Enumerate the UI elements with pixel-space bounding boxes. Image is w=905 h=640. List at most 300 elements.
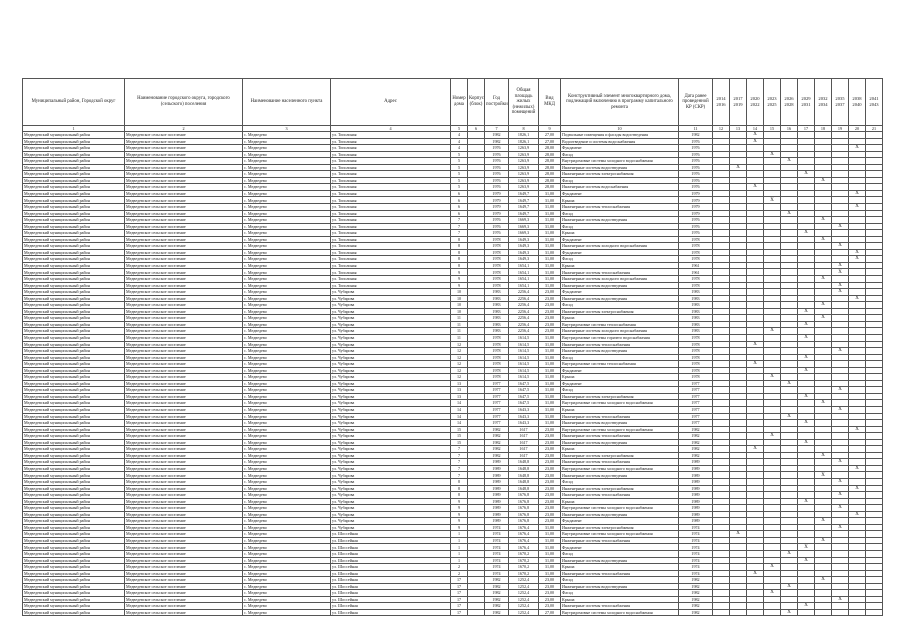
build-year-cell: 1982 — [485, 446, 509, 453]
district-cell: Медведевский муниципальный район — [23, 433, 125, 440]
last-repair-date-cell: 1978 — [679, 361, 713, 368]
build-year-cell: 1978 — [485, 341, 509, 348]
town-cell: с. Медведево — [243, 177, 331, 184]
period-cell-19 — [832, 609, 849, 616]
district-cell: Медведевский муниципальный район — [23, 446, 125, 453]
district-cell: Медведевский муниципальный район — [23, 361, 125, 368]
column-number-12: 12 — [713, 126, 730, 132]
house-number-cell: 1 — [451, 531, 468, 538]
area-cell: 1669,3 — [509, 230, 539, 237]
building-type-cell: 31,00 — [539, 387, 561, 394]
building-type-cell: 28,00 — [539, 184, 561, 191]
street-cell: ул. Тополиная — [331, 210, 451, 217]
street-cell: ул. Шоссейная — [331, 603, 451, 610]
town-cell: с. Медведево — [243, 334, 331, 341]
element-cell: Инженерные системы водоотведения — [561, 295, 679, 302]
element-cell: Крыша — [561, 374, 679, 381]
column-header-21: 2041 2043 — [866, 79, 883, 126]
build-year-cell: 1974 — [485, 551, 509, 558]
building-type-cell: 31,00 — [539, 380, 561, 387]
street-cell: ул. Тополиная — [331, 204, 451, 211]
settlement-cell: Медведевское сельское поселение — [125, 276, 243, 283]
build-year-cell: 1982 — [485, 138, 509, 145]
period-cell-15: X — [764, 328, 781, 335]
period-cell-19: X — [832, 478, 849, 485]
town-cell: с. Медведево — [243, 361, 331, 368]
period-cell-17: X — [798, 230, 815, 237]
building-type-cell: 28,00 — [539, 158, 561, 165]
area-cell: 1648,8 — [509, 478, 539, 485]
building-type-cell: 23,00 — [539, 505, 561, 512]
town-cell: с. Медведево — [243, 551, 331, 558]
element-cell: Фасад — [561, 210, 679, 217]
house-number-cell: 12 — [451, 354, 468, 361]
building-type-cell: 23,00 — [539, 321, 561, 328]
house-number-cell: 11 — [451, 328, 468, 335]
district-cell: Медведевский муниципальный район — [23, 420, 125, 427]
area-cell: 1676,8 — [509, 511, 539, 518]
last-repair-date-cell: 1976 — [679, 223, 713, 230]
house-number-cell: 9 — [451, 524, 468, 531]
district-cell: Медведевский муниципальный район — [23, 406, 125, 413]
build-year-cell: 1989 — [485, 492, 509, 499]
street-cell: ул. Чубарова — [331, 302, 451, 309]
settlement-cell: Медведевское сельское поселение — [125, 596, 243, 603]
settlement-cell: Медведевское сельское поселение — [125, 308, 243, 315]
period-cell-20: X — [849, 249, 866, 256]
column-header-18: 2032 2034 — [815, 79, 832, 126]
building-type-cell: 23,00 — [539, 498, 561, 505]
district-cell: Медведевский муниципальный район — [23, 315, 125, 322]
building-type-cell: 27,00 — [539, 609, 561, 616]
house-number-cell: 9 — [451, 269, 468, 276]
element-cell: Фундамент — [561, 518, 679, 525]
settlement-cell: Медведевское сельское поселение — [125, 603, 243, 610]
build-year-cell: 1974 — [485, 531, 509, 538]
settlement-cell: Медведевское сельское поселение — [125, 184, 243, 191]
last-repair-date-cell: 1978 — [679, 334, 713, 341]
period-cell-16: X — [781, 583, 798, 590]
element-cell: Инженерные системы водоотведения — [561, 511, 679, 518]
street-cell: ул. Шоссейная — [331, 609, 451, 616]
area-cell: 1614,5 — [509, 341, 539, 348]
town-cell: с. Медведево — [243, 603, 331, 610]
element-cell: Внутридомовые системы холодного водоснабжения — [561, 158, 679, 165]
house-number-cell: 5 — [451, 171, 468, 178]
element-cell: Инженерные системы теплоснабжения — [561, 433, 679, 440]
building-type-cell: 31,00 — [539, 400, 561, 407]
last-repair-date-cell: 1983 — [679, 321, 713, 328]
build-year-cell: 1978 — [485, 262, 509, 269]
house-number-cell: 6 — [451, 197, 468, 204]
build-year-cell: 1977 — [485, 387, 509, 394]
column-number-13: 13 — [730, 126, 747, 132]
last-repair-date-cell: 1983 — [679, 308, 713, 315]
building-type-cell: 23,00 — [539, 328, 561, 335]
building-type-cell: 23,00 — [539, 289, 561, 296]
district-cell: Медведевский муниципальный район — [23, 511, 125, 518]
settlement-cell: Медведевское сельское поселение — [125, 531, 243, 538]
town-cell: с. Медведево — [243, 426, 331, 433]
house-number-cell: 7 — [451, 465, 468, 472]
building-type-cell: 27,00 — [539, 138, 561, 145]
district-cell: Медведевский муниципальный район — [23, 400, 125, 407]
street-cell: ул. Чубарова — [331, 315, 451, 322]
settlement-cell: Медведевское сельское поселение — [125, 492, 243, 499]
district-cell: Медведевский муниципальный район — [23, 603, 125, 610]
period-cell-17: X — [798, 321, 815, 328]
element-cell: Внутридомовые системы холодного водоснабжения — [561, 465, 679, 472]
settlement-cell: Медведевское сельское поселение — [125, 374, 243, 381]
last-repair-date-cell: 1974 — [679, 531, 713, 538]
house-number-cell: 17 — [451, 583, 468, 590]
street-cell: ул. Тополиная — [331, 230, 451, 237]
last-repair-date-cell: 1977 — [679, 420, 713, 427]
house-number-cell: 15 — [451, 426, 468, 433]
street-cell: ул. Чубарова — [331, 511, 451, 518]
district-cell: Медведевский муниципальный район — [23, 164, 125, 171]
element-cell: Фундамент — [561, 190, 679, 197]
house-number-cell: 7 — [451, 472, 468, 479]
area-cell: 1649,3 — [509, 249, 539, 256]
settlement-cell: Медведевское сельское поселение — [125, 505, 243, 512]
house-number-cell: 8 — [451, 262, 468, 269]
house-number-cell: 8 — [451, 236, 468, 243]
period-cell-18 — [815, 609, 832, 616]
settlement-cell: Медведевское сельское поселение — [125, 334, 243, 341]
building-type-cell: 31,00 — [539, 531, 561, 538]
period-cell-17: X — [798, 498, 815, 505]
district-cell: Медведевский муниципальный район — [23, 348, 125, 355]
settlement-cell: Медведевское сельское поселение — [125, 518, 243, 525]
area-cell: 1252,4 — [509, 583, 539, 590]
period-cell-20: X — [849, 295, 866, 302]
town-cell: с. Медведево — [243, 557, 331, 564]
house-number-cell: 11 — [451, 315, 468, 322]
period-cell-17: X — [798, 544, 815, 551]
house-number-cell: 15 — [451, 433, 468, 440]
area-cell: 1643,3 — [509, 413, 539, 420]
area-cell: 1649,3 — [509, 236, 539, 243]
area-cell: 1252,4 — [509, 603, 539, 610]
period-cell-20: X — [849, 485, 866, 492]
district-cell: Медведевский муниципальный район — [23, 459, 125, 466]
build-year-cell: 1976 — [485, 145, 509, 152]
build-year-cell: 1989 — [485, 478, 509, 485]
district-cell: Медведевский муниципальный район — [23, 387, 125, 394]
build-year-cell: 1978 — [485, 269, 509, 276]
area-cell: 1654,1 — [509, 276, 539, 283]
building-type-cell: 31,00 — [539, 557, 561, 564]
build-year-cell: 1982 — [485, 603, 509, 610]
house-number-cell: 9 — [451, 498, 468, 505]
district-cell: Медведевский муниципальный район — [23, 282, 125, 289]
building-type-cell: 23,00 — [539, 302, 561, 309]
build-year-cell: 1982 — [485, 577, 509, 584]
street-cell: ул. Чубарова — [331, 348, 451, 355]
street-cell: ул. Чубарова — [331, 492, 451, 499]
last-repair-date-cell: 1978 — [679, 236, 713, 243]
last-repair-date-cell: 1977 — [679, 406, 713, 413]
building-type-cell: 23,00 — [539, 485, 561, 492]
district-cell: Медведевский муниципальный район — [23, 302, 125, 309]
last-repair-date-cell: 1977 — [679, 393, 713, 400]
last-repair-date-cell: 1978 — [679, 341, 713, 348]
town-cell: с. Медведево — [243, 302, 331, 309]
column-number-19: 19 — [832, 126, 849, 132]
build-year-cell: 1978 — [485, 243, 509, 250]
house-number-cell: 14 — [451, 420, 468, 427]
settlement-cell: Медведевское сельское поселение — [125, 177, 243, 184]
period-cell-20: X — [849, 465, 866, 472]
element-cell: Внутридомовые системы холодного водоснабжения — [561, 505, 679, 512]
town-cell: с. Медведево — [243, 151, 331, 158]
street-cell: ул. Тополиная — [331, 217, 451, 224]
street-cell: ул. Чубарова — [331, 308, 451, 315]
building-type-cell: 23,00 — [539, 478, 561, 485]
settlement-cell: Медведевское сельское поселение — [125, 472, 243, 479]
build-year-cell: 1979 — [485, 210, 509, 217]
town-cell: с. Медведево — [243, 374, 331, 381]
house-number-cell: 12 — [451, 374, 468, 381]
column-number-5: 5 — [451, 126, 468, 132]
settlement-cell: Медведевское сельское поселение — [125, 210, 243, 217]
house-number-cell: 2 — [451, 564, 468, 571]
street-cell: ул. Шоссейная — [331, 577, 451, 584]
district-cell: Медведевский муниципальный район — [23, 289, 125, 296]
district-cell: Медведевский муниципальный район — [23, 308, 125, 315]
area-cell: 1263,9 — [509, 158, 539, 165]
street-cell: ул. Чубарова — [331, 387, 451, 394]
column-header-12: 2014 2016 — [713, 79, 730, 126]
element-cell: Инженерные системы холодного водоснабжения — [561, 276, 679, 283]
element-cell: Внутридомовые системы горячего водоснабжения — [561, 334, 679, 341]
column-header-9: Вид МКД — [539, 79, 561, 126]
district-cell: Медведевский муниципальный район — [23, 132, 125, 139]
column-number-15: 15 — [764, 126, 781, 132]
street-cell: ул. Чубарова — [331, 380, 451, 387]
period-cell-17: X — [798, 557, 815, 564]
street-cell: ул. Тополиная — [331, 243, 451, 250]
street-cell: ул. Чубарова — [331, 498, 451, 505]
house-number-cell: 17 — [451, 609, 468, 616]
area-cell: 1826,1 — [509, 138, 539, 145]
period-cell-13 — [730, 609, 747, 616]
area-cell: 1614,5 — [509, 367, 539, 374]
element-cell: Крыша — [561, 596, 679, 603]
town-cell: с. Медведево — [243, 472, 331, 479]
area-cell: 1647,5 — [509, 380, 539, 387]
period-cell-19: X — [832, 459, 849, 466]
last-repair-date-cell: 1978 — [679, 367, 713, 374]
area-cell: 1263,9 — [509, 177, 539, 184]
street-cell: ул. Тополиная — [331, 164, 451, 171]
town-cell: с. Медведево — [243, 537, 331, 544]
building-type-cell: 31,00 — [539, 354, 561, 361]
last-repair-date-cell: 1976 — [679, 164, 713, 171]
period-cell-20: X — [849, 145, 866, 152]
last-repair-date-cell: 1982 — [679, 433, 713, 440]
last-repair-date-cell: 1976 — [679, 151, 713, 158]
column-number-17: 17 — [798, 126, 815, 132]
district-cell: Медведевский муниципальный район — [23, 452, 125, 459]
column-number-18: 18 — [815, 126, 832, 132]
settlement-cell: Медведевское сельское поселение — [125, 609, 243, 616]
column-header-5: Номер дома — [451, 79, 468, 126]
street-cell: ул. Тополиная — [331, 138, 451, 145]
area-cell: 1676,4 — [509, 524, 539, 531]
build-year-cell: 1983 — [485, 308, 509, 315]
area-cell: 1649,7 — [509, 190, 539, 197]
column-number-10: 10 — [561, 126, 679, 132]
element-cell: Инженерные системы водоотведения — [561, 439, 679, 446]
column-header-4: Адрес — [331, 79, 451, 126]
last-repair-date-cell: 1982 — [679, 590, 713, 597]
period-cell-18: X — [815, 302, 832, 309]
street-cell: ул. Тополиная — [331, 197, 451, 204]
column-header-16: 2026 2028 — [781, 79, 798, 126]
build-year-cell: 1977 — [485, 400, 509, 407]
district-cell: Медведевский муниципальный район — [23, 393, 125, 400]
element-cell: Фасад — [561, 256, 679, 263]
house-number-cell: 10 — [451, 302, 468, 309]
last-repair-date-cell: 1974 — [679, 551, 713, 558]
settlement-cell: Медведевское сельское поселение — [125, 524, 243, 531]
element-cell: Инженерные системы водоотведения — [561, 282, 679, 289]
column-header-10: Конструктивный элемент многоквартирного дома, подлежащий включению в программу капитального ремонта — [561, 79, 679, 126]
last-repair-date-cell: 1982 — [679, 577, 713, 584]
district-cell: Медведевский муниципальный район — [23, 210, 125, 217]
building-type-cell: 23,00 — [539, 315, 561, 322]
house-number-cell: 9 — [451, 511, 468, 518]
build-year-cell: 1976 — [485, 184, 509, 191]
house-number-cell: 1 — [451, 551, 468, 558]
build-year-cell: 1974 — [485, 557, 509, 564]
town-cell: с. Медведево — [243, 570, 331, 577]
house-number-cell: 10 — [451, 289, 468, 296]
house-number-cell: 1 — [451, 537, 468, 544]
last-repair-date-cell: 1989 — [679, 518, 713, 525]
settlement-cell: Медведевское сельское поселение — [125, 197, 243, 204]
period-cell-16: X — [781, 609, 798, 616]
area-cell: 1676,8 — [509, 518, 539, 525]
settlement-cell: Медведевское сельское поселение — [125, 164, 243, 171]
settlement-cell: Медведевское сельское поселение — [125, 295, 243, 302]
house-number-cell: 8 — [451, 492, 468, 499]
street-cell: ул. Тополиная — [331, 177, 451, 184]
building-type-cell: 23,00 — [539, 492, 561, 499]
period-cell-14: X — [747, 570, 764, 577]
street-cell: ул. Тополиная — [331, 236, 451, 243]
street-cell: ул. Чубарова — [331, 420, 451, 427]
period-cell-18: X — [815, 217, 832, 224]
area-cell: 1643,3 — [509, 420, 539, 427]
last-repair-date-cell: 1976 — [679, 177, 713, 184]
period-cell-14: X — [747, 341, 764, 348]
build-year-cell: 1974 — [485, 537, 509, 544]
town-cell: с. Медведево — [243, 452, 331, 459]
build-year-cell: 1976 — [485, 223, 509, 230]
build-year-cell: 1976 — [485, 158, 509, 165]
period-cell-21 — [866, 609, 883, 616]
town-cell: с. Медведево — [243, 223, 331, 230]
town-cell: с. Медведево — [243, 256, 331, 263]
element-cell: Инженерные системы электроснабжения — [561, 524, 679, 531]
street-cell: ул. Шоссейная — [331, 564, 451, 571]
town-cell: с. Медведево — [243, 380, 331, 387]
town-cell: с. Медведево — [243, 210, 331, 217]
settlement-cell: Медведевское сельское поселение — [125, 426, 243, 433]
column-number-14: 14 — [747, 126, 764, 132]
district-cell: Медведевский муниципальный район — [23, 478, 125, 485]
area-cell: 1648,8 — [509, 472, 539, 479]
town-cell: с. Медведево — [243, 439, 331, 446]
last-repair-date-cell: 1961 — [679, 262, 713, 269]
build-year-cell: 1978 — [485, 282, 509, 289]
town-cell: с. Медведево — [243, 321, 331, 328]
area-cell: 1617 — [509, 426, 539, 433]
settlement-cell: Медведевское сельское поселение — [125, 433, 243, 440]
district-cell: Медведевский муниципальный район — [23, 472, 125, 479]
house-number-cell: 8 — [451, 485, 468, 492]
element-cell: Фасад — [561, 302, 679, 309]
district-cell: Медведевский муниципальный район — [23, 596, 125, 603]
town-cell: с. Медведево — [243, 577, 331, 584]
district-cell: Медведевский муниципальный район — [23, 564, 125, 571]
element-cell: Инженерные системы теплоснабжения — [561, 603, 679, 610]
column-number-6: 6 — [468, 126, 485, 132]
town-cell: с. Медведево — [243, 328, 331, 335]
area-cell: 2256,4 — [509, 328, 539, 335]
build-year-cell: 1982 — [485, 433, 509, 440]
town-cell: с. Медведево — [243, 236, 331, 243]
settlement-cell: Медведевское сельское поселение — [125, 551, 243, 558]
element-cell: Инженерные системы водоотведения — [561, 472, 679, 479]
house-number-cell: 4 — [451, 145, 468, 152]
settlement-cell: Медведевское сельское поселение — [125, 537, 243, 544]
last-repair-date-cell: 1989 — [679, 478, 713, 485]
street-cell: ул. Чубарова — [331, 328, 451, 335]
town-cell: с. Медведево — [243, 465, 331, 472]
building-type-cell: 31,00 — [539, 348, 561, 355]
build-year-cell: 1989 — [485, 459, 509, 466]
district-cell: Медведевский муниципальный район — [23, 551, 125, 558]
area-cell: 1649,7 — [509, 210, 539, 217]
settlement-cell: Медведевское сельское поселение — [125, 158, 243, 165]
building-type-cell: 23,00 — [539, 433, 561, 440]
house-number-cell: 4 — [451, 138, 468, 145]
street-cell: ул. Чубарова — [331, 295, 451, 302]
street-cell: ул. Чубарова — [331, 446, 451, 453]
town-cell: с. Медведево — [243, 354, 331, 361]
district-cell: Медведевский муниципальный район — [23, 223, 125, 230]
period-cell-18: X — [815, 236, 832, 243]
town-cell: с. Медведево — [243, 308, 331, 315]
element-cell: Инженерные системы теплоснабжения — [561, 570, 679, 577]
house-number-cell: 17 — [451, 596, 468, 603]
element-cell: Фасад — [561, 223, 679, 230]
settlement-cell: Медведевское сельское поселение — [125, 302, 243, 309]
town-cell: с. Медведево — [243, 459, 331, 466]
street-cell: ул. Тополиная — [331, 249, 451, 256]
build-year-cell: 1978 — [485, 367, 509, 374]
house-number-cell: 7 — [451, 446, 468, 453]
period-cell-18: X — [815, 276, 832, 283]
town-cell: с. Медведево — [243, 400, 331, 407]
area-cell: 1648,8 — [509, 465, 539, 472]
settlement-cell: Медведевское сельское поселение — [125, 217, 243, 224]
street-cell: ул. Чубарова — [331, 433, 451, 440]
